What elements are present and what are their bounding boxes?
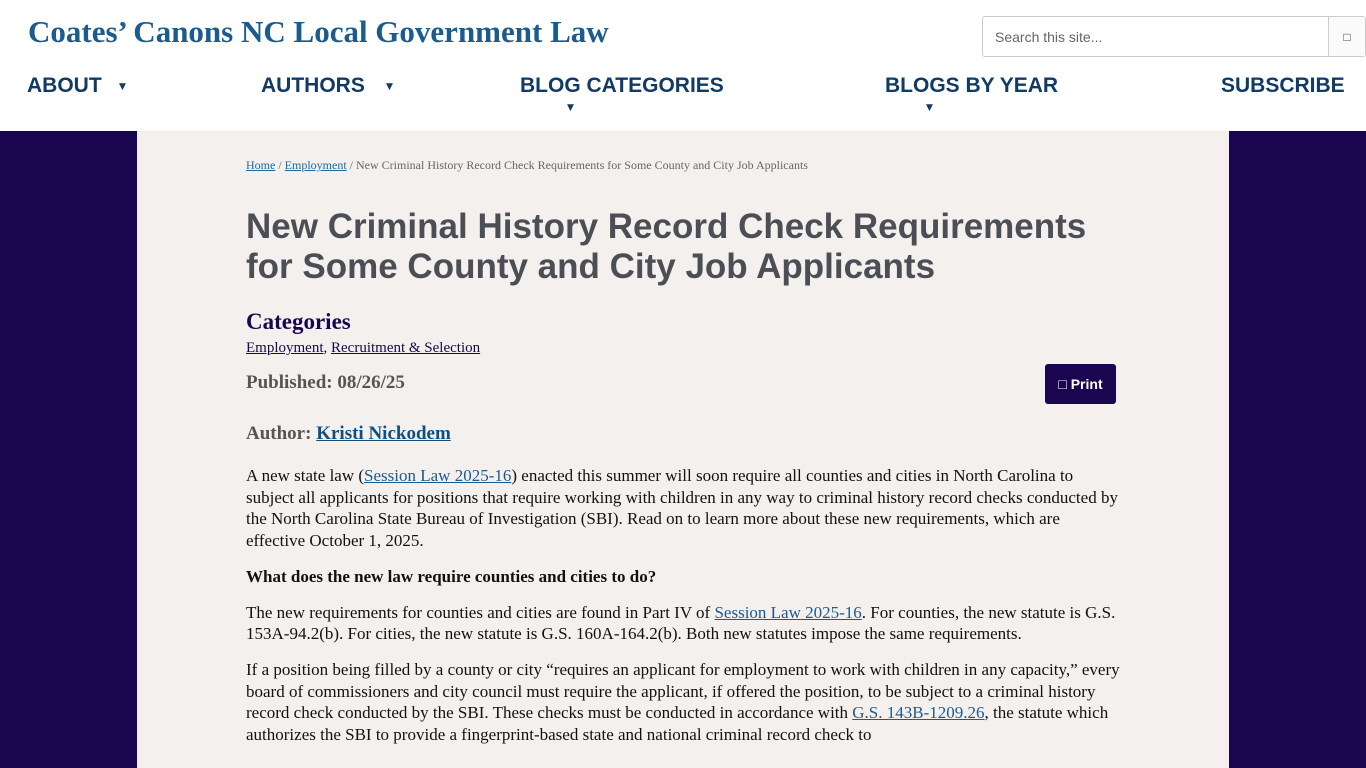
session-law-link[interactable]: Session Law 2025-16 xyxy=(364,466,512,485)
chevron-down-icon[interactable]: ▼ xyxy=(119,82,126,92)
site-header xyxy=(0,0,1366,131)
nav-blogs-by-year[interactable]: BLOGS BY YEAR xyxy=(885,74,1059,97)
print-button[interactable]: □ Print xyxy=(1045,364,1116,404)
author-label: Author: xyxy=(246,423,317,444)
search-icon: □ xyxy=(1343,29,1351,44)
breadcrumb xyxy=(246,158,808,173)
search-input[interactable] xyxy=(983,17,1328,56)
category-links: Employment, Recruitment & Selection xyxy=(246,340,481,356)
search-form xyxy=(982,16,1366,57)
author-link[interactable]: Kristi Nickodem xyxy=(316,423,451,444)
breadcrumb-home[interactable]: Home xyxy=(246,158,276,172)
paragraph: If a position being filled by a county or city “requires an applicant for employment to work with children in any capacity,” every board of commissioners and city council must require the applicant, if offered the position, to be subject to a criminal history record check conducted by the SBI. These checks must be conducted in accordance with G.S. 143B-1209.26, the statute which authorizes the SBI to provide a fingerprint-based state and national criminal record check to xyxy=(246,659,1120,745)
published-date: Published: 08/26/25 xyxy=(246,372,405,393)
breadcrumb-separator: / xyxy=(346,158,357,172)
breadcrumb-separator: / xyxy=(275,158,285,172)
breadcrumb-employment[interactable]: Employment xyxy=(284,158,347,172)
nav-subscribe[interactable]: SUBSCRIBE xyxy=(1221,74,1345,97)
nav-about[interactable]: ABOUT xyxy=(27,74,102,97)
categories-heading: Categories xyxy=(246,309,351,334)
page-title: New Criminal History Record Check Requirements for Some County and City Job Applicants xyxy=(246,207,1087,286)
nav-authors[interactable]: AUTHORS xyxy=(261,74,365,97)
site-title-link[interactable]: Coates’ Canons NC Local Government Law xyxy=(28,14,609,49)
breadcrumb-current: New Criminal History Record Check Requirements for Some County and City Job Applicants xyxy=(356,158,808,172)
chevron-down-icon[interactable]: ▼ xyxy=(567,103,574,113)
chevron-down-icon[interactable]: ▼ xyxy=(926,103,933,113)
main-content xyxy=(137,131,1229,768)
chevron-down-icon[interactable]: ▼ xyxy=(386,82,393,92)
category-recruitment[interactable]: Recruitment & Selection xyxy=(331,340,481,356)
category-employment[interactable]: Employment xyxy=(246,340,324,356)
nav-blog-categories[interactable]: BLOG CATEGORIES xyxy=(520,74,724,97)
article-body xyxy=(246,465,1120,760)
section-heading: What does the new law require counties and cities to do? xyxy=(246,566,657,586)
author-line xyxy=(246,423,451,445)
paragraph: The new requirements for counties and cities are found in Part IV of Session Law 2025-16. For counties, the new statute is G.S. 153A-94.2(b). For cities, the new statute is G.S. 160A-164.2(b). Both new statutes impose the same requirements. xyxy=(246,602,1116,644)
search-button[interactable] xyxy=(1328,17,1365,56)
statute-link[interactable]: G.S. 143B-1209.26 xyxy=(852,703,985,723)
session-law-link[interactable]: Session Law 2025-16 xyxy=(714,602,862,622)
paragraph: A new state law (Session Law 2025-16) enacted this summer will soon require all counties and cities in North Carolina to subject all applicants for positions that require working with children in any way to criminal history record checks conducted by the North Carolina State Bureau of Investigation (SBI). Read on to learn more about these new requirements, which are effective October 1, 2025. xyxy=(246,466,1118,551)
